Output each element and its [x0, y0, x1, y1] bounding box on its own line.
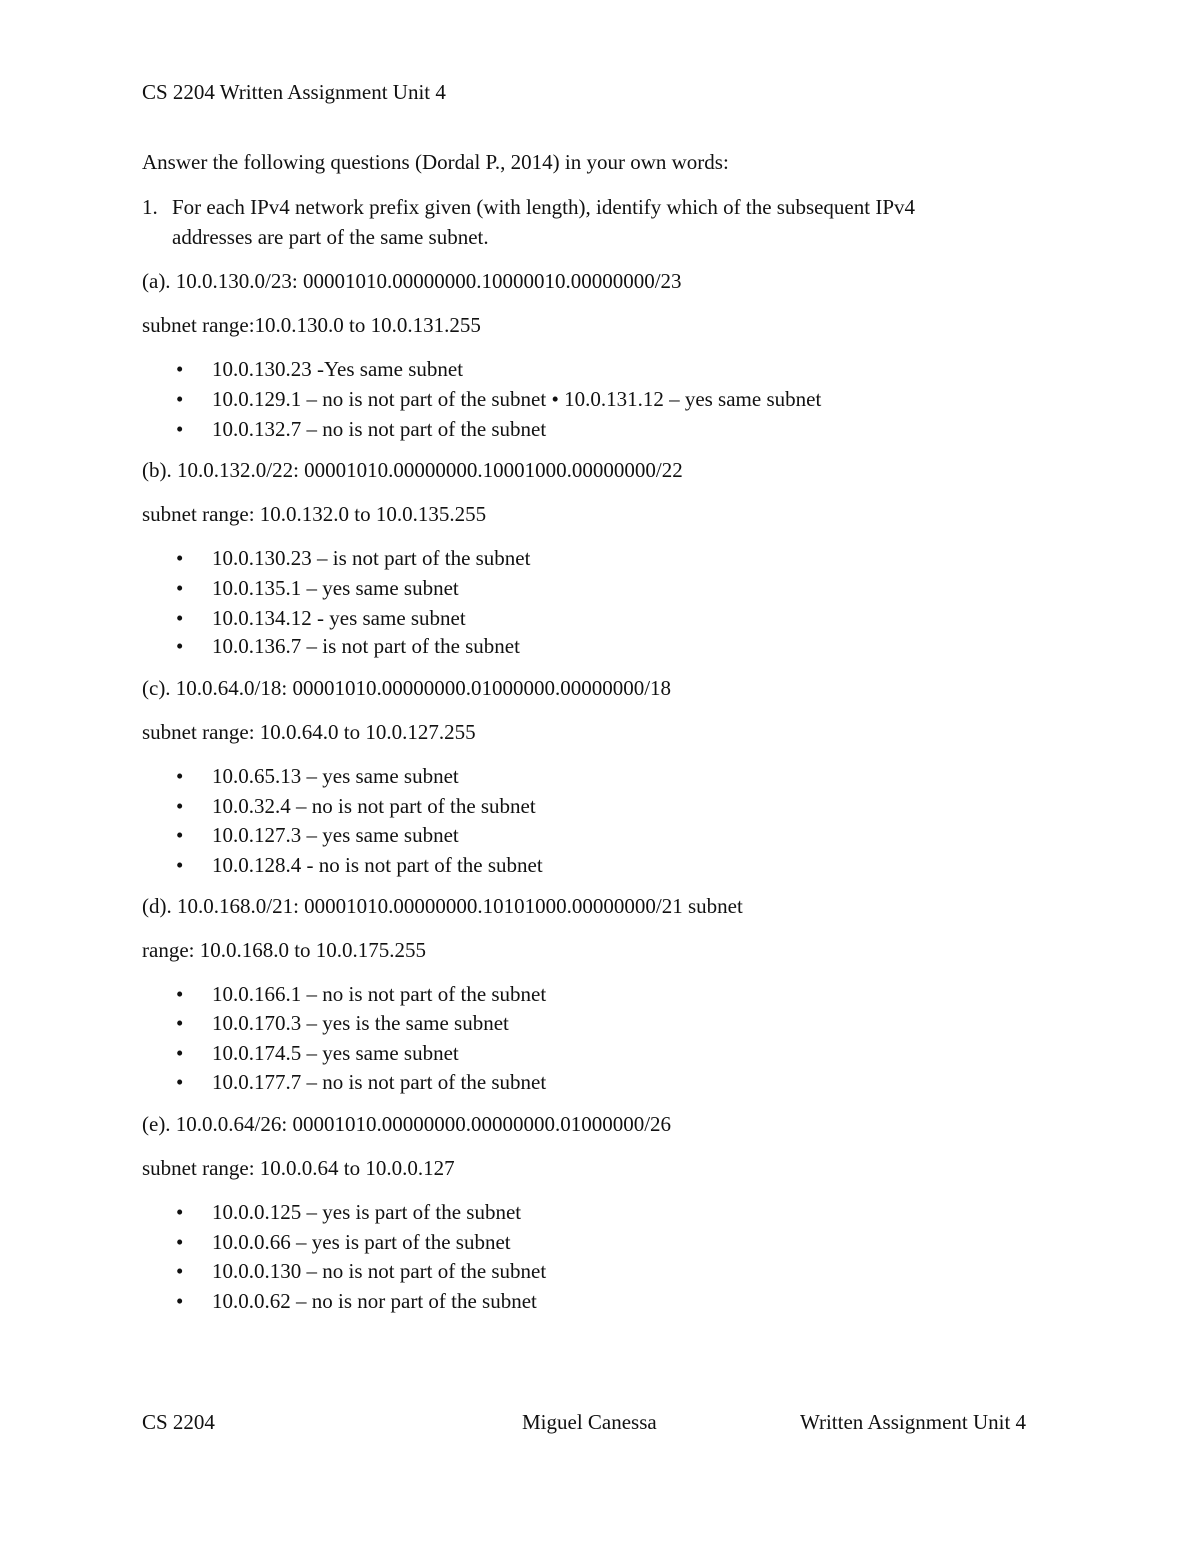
- footer-author: Miguel Canessa: [522, 1410, 657, 1434]
- list-item-text: 10.0.32.4 – no is not part of the subnet: [212, 794, 536, 818]
- bullet-icon: •: [176, 576, 184, 600]
- list-item: [176, 1010, 509, 1036]
- bullet-icon: •: [176, 634, 184, 658]
- section-e-range: subnet range: 10.0.0.64 to 10.0.0.127: [142, 1156, 455, 1180]
- list-item: [176, 852, 543, 878]
- section-c-range: subnet range: 10.0.64.0 to 10.0.127.255: [142, 720, 476, 744]
- question-text-line-2: addresses are part of the same subnet.: [172, 225, 489, 249]
- list-item: [176, 1229, 511, 1255]
- list-item: [176, 356, 463, 382]
- bullet-icon: •: [176, 794, 184, 818]
- bullet-icon: •: [176, 1011, 184, 1035]
- list-item: [176, 633, 520, 659]
- list-item-text: 10.0.170.3 – yes is the same subnet: [212, 1011, 509, 1035]
- bullet-icon: •: [176, 982, 184, 1006]
- bullet-icon: •: [176, 546, 184, 570]
- bullet-icon: •: [176, 1200, 184, 1224]
- bullet-icon: •: [176, 1070, 184, 1094]
- bullet-icon: •: [176, 387, 184, 411]
- bullet-icon: •: [176, 764, 184, 788]
- list-item: [176, 981, 546, 1007]
- section-b-range: subnet range: 10.0.132.0 to 10.0.135.255: [142, 502, 487, 526]
- list-item: [176, 1199, 521, 1225]
- section-d-heading: (d). 10.0.168.0/21: 00001010.00000000.10101000.00000000/21 subnet: [142, 894, 743, 918]
- list-item-text: 10.0.174.5 – yes same subnet: [212, 1041, 459, 1065]
- section-c-heading: (c). 10.0.64.0/18: 00001010.00000000.01000000.00000000/18: [142, 676, 672, 700]
- list-item: [176, 1288, 537, 1314]
- list-item: [176, 763, 459, 789]
- list-item-text: 10.0.65.13 – yes same subnet: [212, 764, 459, 788]
- list-item-text: 10.0.0.130 – no is not part of the subnet: [212, 1259, 547, 1283]
- section-b-heading: (b). 10.0.132.0/22: 00001010.00000000.10001000.00000000/22: [142, 458, 683, 482]
- intro-text: Answer the following questions (Dordal P., 2014) in your own words:: [142, 150, 729, 174]
- bullet-icon: •: [176, 417, 184, 441]
- list-item-text: 10.0.128.4 - no is not part of the subnet: [212, 853, 543, 877]
- list-item: [176, 1069, 546, 1095]
- question-1-line-1: [142, 194, 915, 220]
- bullet-icon: •: [176, 1289, 184, 1313]
- list-item-text: 10.0.0.62 – no is nor part of the subnet: [212, 1289, 537, 1313]
- list-item-text: 10.0.130.23 -Yes same subnet: [212, 357, 464, 381]
- bullet-icon: •: [176, 1230, 184, 1254]
- list-item-text: 10.0.0.66 – yes is part of the subnet: [212, 1230, 511, 1254]
- list-item-text: 10.0.127.3 – yes same subnet: [212, 823, 459, 847]
- list-item: [176, 793, 536, 819]
- bullet-icon: •: [176, 357, 184, 381]
- list-item: [176, 605, 466, 631]
- bullet-icon: •: [176, 1041, 184, 1065]
- list-item: [176, 1040, 459, 1066]
- list-item-text: 10.0.177.7 – no is not part of the subnet: [212, 1070, 547, 1094]
- list-item-text: 10.0.135.1 – yes same subnet: [212, 576, 459, 600]
- list-item: [176, 1258, 546, 1284]
- footer-course: CS 2204: [142, 1410, 215, 1434]
- section-e-heading: (e). 10.0.0.64/26: 00001010.00000000.00000000.01000000/26: [142, 1112, 672, 1136]
- bullet-icon: •: [176, 1259, 184, 1283]
- bullet-icon: •: [176, 853, 184, 877]
- bullet-icon: •: [176, 823, 184, 847]
- list-item-text: 10.0.0.125 – yes is part of the subnet: [212, 1200, 522, 1224]
- list-item: [176, 822, 459, 848]
- list-item: [176, 416, 546, 442]
- list-item: [176, 386, 821, 412]
- list-item: [176, 575, 459, 601]
- section-a-range: subnet range:10.0.130.0 to 10.0.131.255: [142, 313, 481, 337]
- list-item-text: 10.0.129.1 – no is not part of the subnet • 10.0.131.12 – yes same subnet: [212, 387, 822, 411]
- list-item: [176, 545, 530, 571]
- question-number: 1.: [142, 195, 158, 219]
- list-item-text: 10.0.166.1 – no is not part of the subnet: [212, 982, 547, 1006]
- bullet-icon: •: [176, 606, 184, 630]
- section-d-range: range: 10.0.168.0 to 10.0.175.255: [142, 938, 427, 962]
- list-item-text: 10.0.136.7 – is not part of the subnet: [212, 634, 520, 658]
- list-item-text: 10.0.130.23 – is not part of the subnet: [212, 546, 531, 570]
- footer-title: Written Assignment Unit 4: [800, 1410, 1027, 1434]
- list-item-text: 10.0.132.7 – no is not part of the subnet: [212, 417, 547, 441]
- section-a-heading: (a). 10.0.130.0/23: 00001010.00000000.10000010.00000000/23: [142, 269, 682, 293]
- question-text-line-1: For each IPv4 network prefix given (with length), identify which of the subsequent IPv4: [172, 195, 916, 219]
- document-title: CS 2204 Written Assignment Unit 4: [142, 80, 446, 104]
- list-item-text: 10.0.134.12 - yes same subnet: [212, 606, 466, 630]
